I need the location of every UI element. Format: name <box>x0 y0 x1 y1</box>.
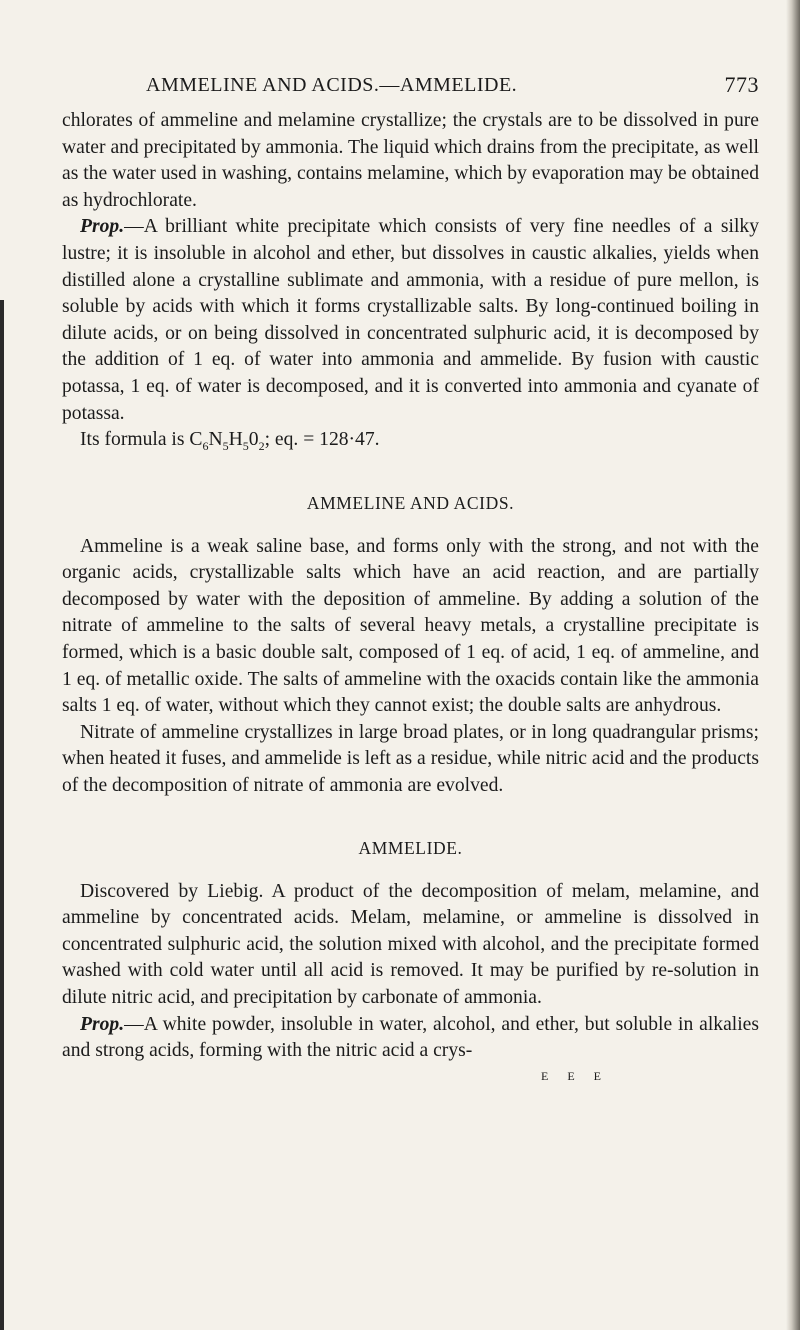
running-header <box>62 74 759 108</box>
formula-line <box>62 427 759 460</box>
formula-prefix: Its formula is C <box>80 429 203 451</box>
properties-text: —A brilliant white precipitate which consists of very fine needles of a silky lustre; it is insoluble in alcohol and ether, but dissolves in caustic alkalies, yields when distilled alone a crystalline sublimate and ammonia, with a residue of pure mellon, is soluble by acids with which it forms crystallizable salts. By long-continued boiling in dilute acids, or on being dissolved in concentrated sulphuric acid, it is decomposed by the addition of 1 eq. of water into ammonia and ammelide. By fusion with caustic potassa, 1 eq. of water is decomposed, and it is converted into ammonia and cyanate of potassa. <box>62 216 759 424</box>
formula-suffix: ; eq. = 128·47. <box>264 429 380 451</box>
binding-shadow <box>0 300 4 1330</box>
ammelide-properties-text: —A white powder, insoluble in water, alcohol, and ether, but soluble in alkalies and strong acids, forming with the nitric acid a crys- <box>62 1013 759 1062</box>
formula-o: 0 <box>248 429 259 451</box>
paragraph-ammelide-properties <box>62 1012 759 1065</box>
formula-o-sub: 2 <box>258 439 265 454</box>
running-title: AMMELINE AND ACIDS.—AMMELIDE. <box>146 74 518 96</box>
formula-n: N <box>208 429 223 451</box>
formula-h-sub: 5 <box>242 439 249 454</box>
prop-label: Prop. <box>80 216 125 238</box>
paragraph-continued: chlorates of ammeline and melamine crystallize; the crystals are to be dissolved in pure water and precipitated by ammonia. The liquid which drains from the precipitate, as well as the water used in washing, contains melamine, which by evaporation may be obtained as hydrochlorate. <box>62 110 759 211</box>
section-heading-ammelide: AMMELIDE. <box>358 837 463 858</box>
formula-n-sub: 5 <box>222 439 229 454</box>
paragraph-nitrate: Nitrate of ammeline crystallizes in large broad plates, or in long quadrangular prisms; when heated it fuses, and ammelide is left as a residue, while nitric acid and the products of the decomposition of nitrate of ammonia are evolved. <box>62 721 759 796</box>
signature-mark: E E E <box>541 1068 609 1083</box>
page-number: 773 <box>724 72 759 97</box>
paragraph-ammeline-base: Ammeline is a weak saline base, and forms only with the strong, and not with the organic acids, crystallizable salts which have an acid reaction, and are partially decomposed by water with the deposition of ammeline. By adding a solution of the nitrate of ammeline to the salts of several heavy metals, a crystalline precipitate is formed, which is a basic double salt, composed of 1 eq. of acid, 1 eq. of ammeline, and 1 eq. of metallic oxide. The salts of ammeline with the oxacids contain like the ammonia salts 1 eq. of water, without which they cannot exist; the double salts are anhydrous. <box>62 535 759 717</box>
formula-c-sub: 6 <box>202 439 209 454</box>
paragraph-ammelide-discovery: Discovered by Liebig. A product of the decomposition of melam, melamine, and ammeline by concentrated acids. Melam, melamine, or ammeline is dissolved in concentrated sulphuric acid, the solution mixed with alcohol, and the precipitate formed washed with cold water until all acid is removed. It may be purified by re-solution in dilute nitric acid, and precipitation by carbonate of ammonia. <box>62 880 759 1008</box>
prop-label-2: Prop. <box>80 1013 125 1035</box>
page-content <box>62 74 759 1084</box>
formula-h: H <box>228 429 243 451</box>
page-edge-shadow <box>786 0 800 1330</box>
section-heading-ammeline-acids: AMMELINE AND ACIDS. <box>306 492 515 513</box>
paragraph-properties <box>62 214 759 427</box>
